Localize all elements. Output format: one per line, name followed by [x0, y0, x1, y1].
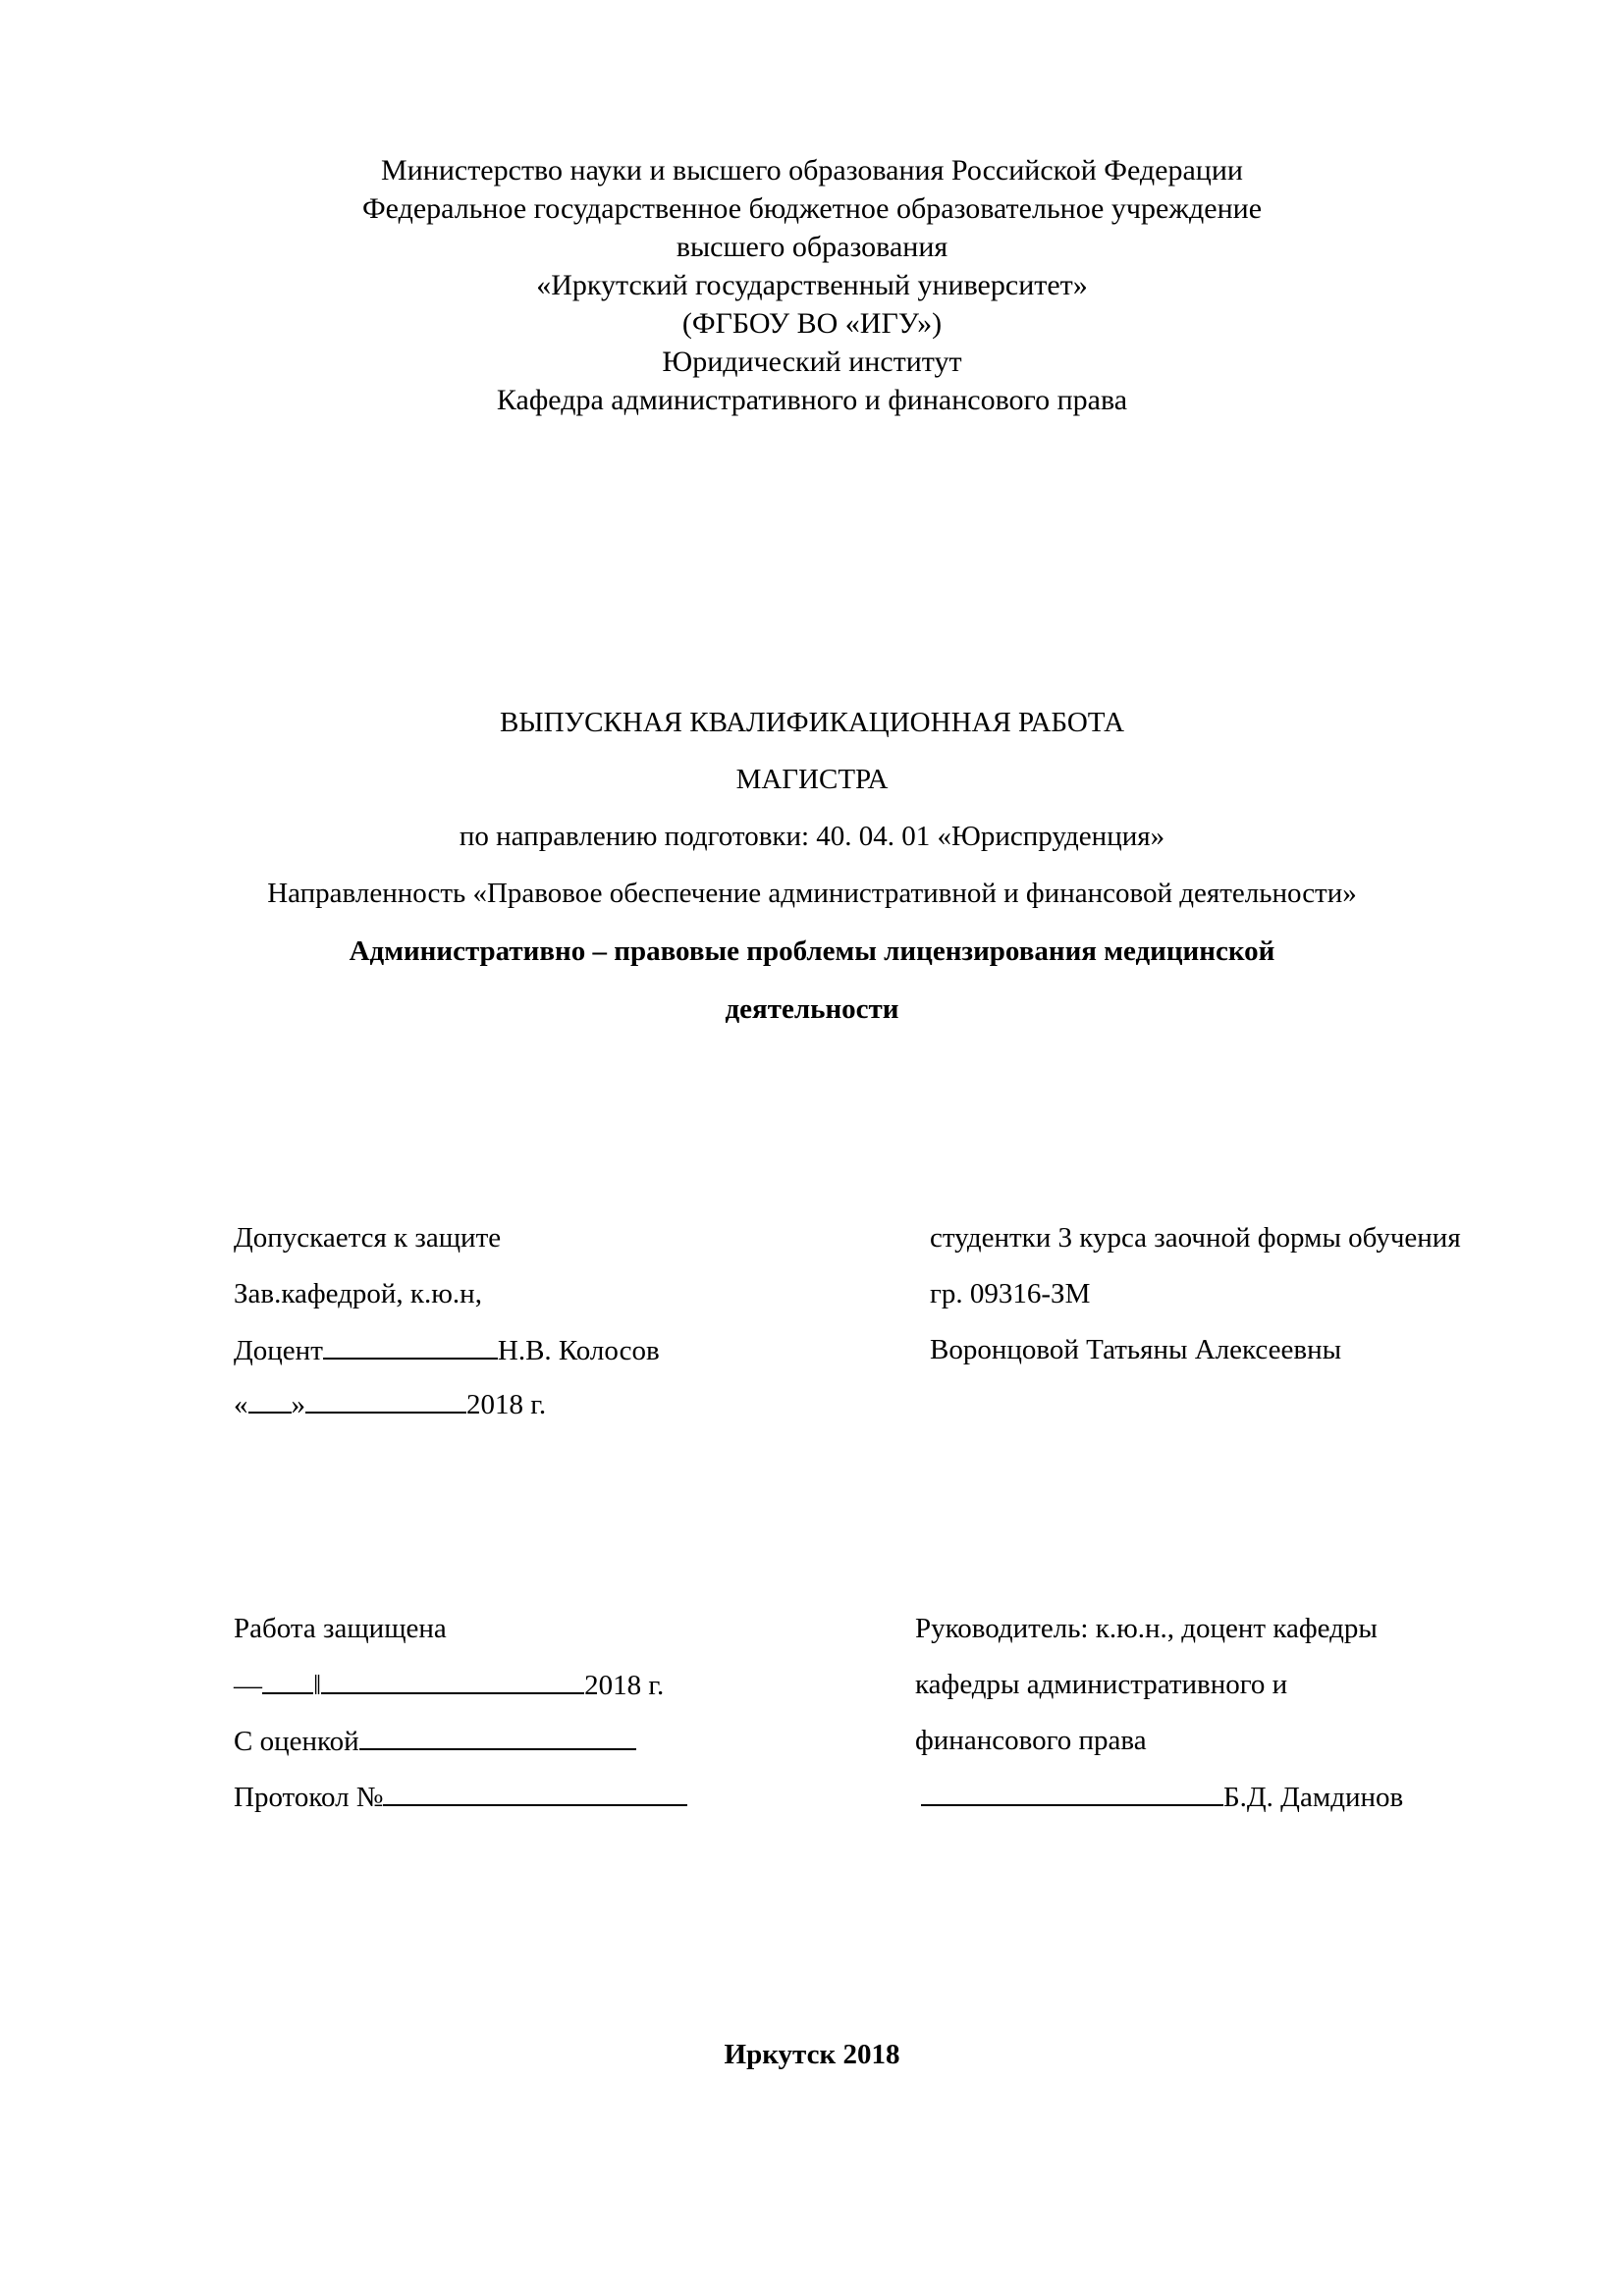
- header-abbreviation: (ФГБОУ ВО «ИГУ»): [681, 307, 943, 340]
- signature-underline: [323, 1332, 498, 1360]
- header-ministry: Министерство науки и высшего образования Российской Федерации: [381, 154, 1243, 187]
- city-year: Иркутск 2018: [724, 2039, 900, 2070]
- defense-date-prefix: ―: [234, 1670, 262, 1701]
- topic-line-2: деятельности: [725, 993, 899, 1025]
- direction: по направлению подготовки: 40. 04. 01 «Юриспруденция»: [459, 821, 1165, 852]
- admission-label: Допускается к защите: [234, 1222, 502, 1254]
- header-education-level: высшего образования: [676, 231, 948, 263]
- supervisor-signature-line: [921, 1779, 1403, 1815]
- student-course: студентки 3 курса заочной формы обучения: [930, 1222, 1461, 1254]
- date-open-quote: «: [234, 1389, 248, 1420]
- defense-month-underline: [321, 1667, 584, 1694]
- header-institution-type: Федеральное государственное бюджетное образовательное учреждение: [361, 192, 1263, 225]
- supervisor-department-2: финансового права: [915, 1725, 1147, 1756]
- protocol-underline: [383, 1779, 687, 1806]
- supervisor-signature-underline: [921, 1779, 1223, 1806]
- head-title: Зав.кафедрой, к.ю.н,: [234, 1278, 482, 1309]
- defense-date-sep: ‖: [313, 1670, 322, 1701]
- supervisor-department-1: кафедры административного и: [915, 1669, 1288, 1700]
- student-name: Воронцовой Татьяны Алексеевны: [930, 1334, 1342, 1365]
- topic-line-1: Административно – правовые проблемы лицензирования медицинской: [349, 935, 1275, 967]
- docent-name: Н.В. Колосов: [497, 1335, 660, 1366]
- admission-year: 2018 г.: [466, 1389, 547, 1420]
- grade-underline: [359, 1723, 636, 1750]
- month-underline: [305, 1386, 466, 1414]
- degree: МАГИСТРА: [735, 764, 889, 795]
- defense-day-underline: [262, 1667, 313, 1694]
- defense-date-line: [234, 1667, 664, 1703]
- docent-line: [234, 1332, 660, 1368]
- day-underline: [248, 1386, 292, 1414]
- header-department: Кафедра административного и финансового права: [496, 384, 1128, 416]
- focus: Направленность «Правовое обеспечение административной и финансовой деятельности»: [267, 878, 1357, 909]
- date-close-quote: »: [291, 1389, 305, 1420]
- protocol-line: [234, 1779, 687, 1815]
- protocol-label: Протокол №: [234, 1782, 384, 1813]
- header-institute: Юридический институт: [662, 346, 962, 378]
- supervisor-name: Б.Д. Дамдинов: [1223, 1782, 1404, 1813]
- docent-prefix: Доцент: [234, 1335, 323, 1366]
- defense-year: 2018 г.: [584, 1670, 665, 1701]
- student-group: гр. 09316-ЗМ: [930, 1278, 1091, 1309]
- grade-label: С оценкой: [234, 1726, 359, 1757]
- supervisor-title: Руководитель: к.ю.н., доцент кафедры: [915, 1613, 1378, 1644]
- admission-date-line: [234, 1386, 546, 1422]
- header-university: «Иркутский государственный университет»: [536, 269, 1088, 301]
- defense-label: Работа защищена: [234, 1613, 447, 1644]
- work-type: ВЫПУСКНАЯ КВАЛИФИКАЦИОННАЯ РАБОТА: [499, 707, 1125, 738]
- grade-line: [234, 1723, 636, 1759]
